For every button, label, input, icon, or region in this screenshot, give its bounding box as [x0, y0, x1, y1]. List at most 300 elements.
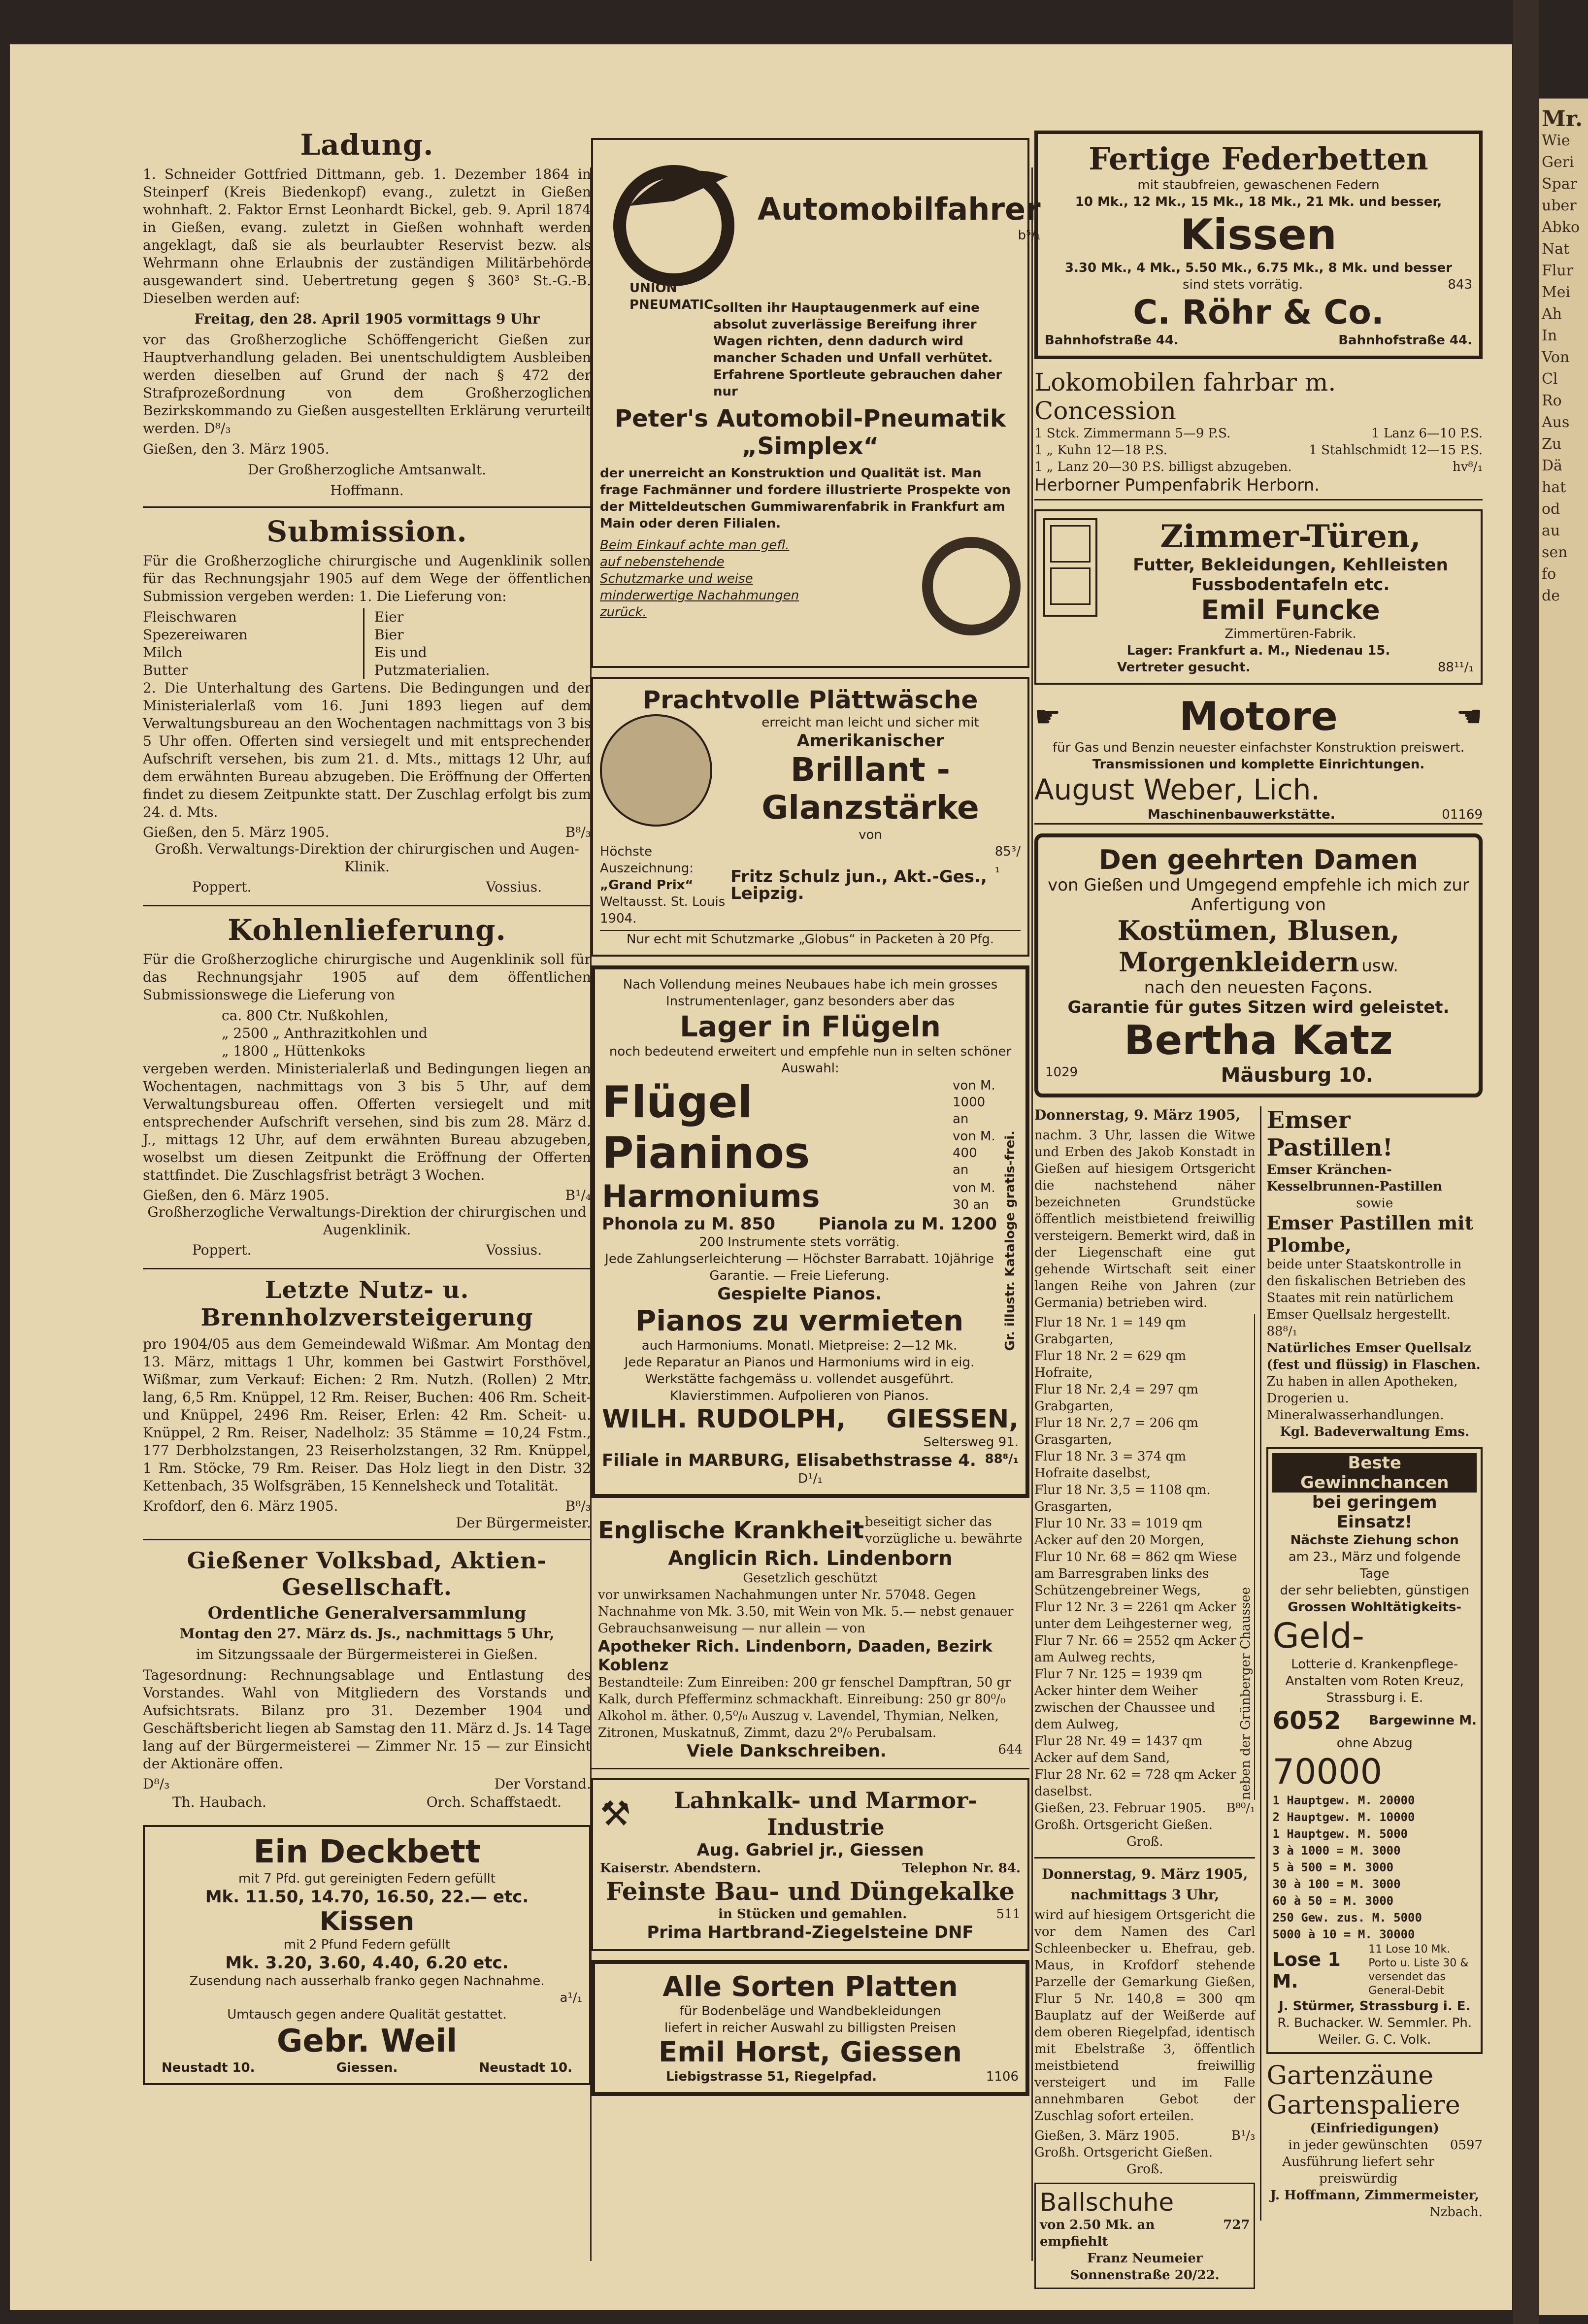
ad-code: 727: [1223, 2218, 1250, 2232]
notice-body: pro 1904/05 aus dem Gemeindewald Wißmar. Am Montag den 13. März, mittags 1 Uhr, kommen bei Gastwirt Forsthövel, Wißmar, zum Verkauf: Eichen: 2 Rm. Nutzh. (Rollen) 2 Mtr. lang, 6,5 Rm. Knüppel, 12 Rm. Reiser, Buchen: 406 Rm. Scheit- und Knüppel, 2496 Rm. Reiser, Erlen: 42 Rm. Scheit- u. Knüppel, 2 Rm. Reiser, Nadelholz: 35 Stämme = 10,24 Fstm., 177 Derbholzstangen, 23 Reiserholzstangen, 32 Rm. Knüppel, 1 Rm. Stöcke, 79 Rm. Reiser. Das Holz liegt in den Distr. 32 Kettenbach, 35 Wolfsgräben, 15 Kennelsheck und Totalität.: [143, 1336, 591, 1494]
ad-line: für Gas und Benzin neuester einfachster Konstruktion preiswert.: [1053, 740, 1464, 755]
edge-text: Mei: [1542, 284, 1571, 301]
parcel-item: Flur 18 Nr. 1 = 149 qm Grabgarten,: [1034, 1315, 1187, 1347]
signature-right: Vossius.: [486, 1242, 542, 1258]
edge-text: Wie: [1542, 132, 1570, 149]
notice-time: nachmittags 3 Uhr,: [1070, 1887, 1220, 1903]
ad-item: 1 „ Lanz 20—30 P.S. billigst abzugeben.: [1034, 460, 1292, 474]
ad-title: Automobilfahrer: [758, 191, 1041, 227]
ad-line-bold: Amerikanischer: [796, 731, 944, 751]
ad-horst: [591, 1960, 1029, 2096]
notice-code: B⁸/₃: [565, 824, 591, 840]
ad-line: am 23., März und folgende Tage: [1288, 1550, 1461, 1581]
price-pianinos: von M. 400 an: [953, 1129, 995, 1177]
notice-office: Großh. Ortsgericht Gießen.: [1034, 1818, 1213, 1832]
ad-title: Lager in Flügeln: [680, 1010, 941, 1043]
sub-column-right: [1260, 1106, 1483, 2221]
column-3: [1034, 131, 1483, 2289]
ad-ingredients: Bestandteile: Zum Einreiben: 200 gr fenschel Dampftran, 50 gr Kalk, durch Pfefferminz schmackhaft. Einreibung: 250 gr 80⁰/₀ Alkohol m. äther. 0,5⁰/₀ Auszug v. Lavendel, Thymian, Nelken, Zitronen, Muskatnuß, Zimmt, dazu 2⁰/₀ Perubalsam.: [598, 1675, 1011, 1740]
ad-code: 644: [998, 1742, 1023, 1757]
ad-roehr: [1034, 131, 1483, 359]
notice-holz: [143, 1276, 591, 1532]
ad-note: Beim Einkauf achte man gefl. auf nebenstehende Schutzmarke und weise minderwertige Nachahmungen zurück.: [600, 538, 799, 620]
ad-line: ohne Abzug: [1336, 1736, 1413, 1751]
ad-guarantee: Garantie für gutes Sitzen wird geleistet.: [1067, 997, 1450, 1017]
ad-line: Zusendung nach ausserhalb franko gegen Nachnahme.: [189, 1974, 545, 1989]
ad-product: Anglicin Rich. Lindenborn: [668, 1547, 953, 1570]
edge-text: de: [1542, 587, 1560, 604]
ad-line: Fussbodentafeln etc.: [1191, 575, 1390, 595]
prize-row: 1 Hauptgew. M. 5000: [1272, 1827, 1408, 1841]
ad-city: GIESSEN,: [886, 1404, 1019, 1434]
ad-bottom-code: D¹/₁: [798, 1471, 823, 1486]
hammer-pick-icon: ⚒: [600, 1793, 631, 1834]
ad-intro-2: noch bedeutend erweitert und empfehle nun in selten schöner Auswahl:: [609, 1044, 1012, 1076]
ad-title: Ein Deckbett: [253, 1834, 481, 1870]
ad-product-suffix: usw.: [1361, 956, 1399, 976]
ad-title-2: Gartenspaliere: [1266, 2091, 1460, 2120]
ad-line: Futter, Bekleidungen, Kehlleisten: [1133, 555, 1448, 575]
ad-emser: [1266, 1106, 1483, 1440]
ad-intro: Nach Vollendung meines Neubaues habe ich mein grosses Instrumentenlager, ganz besonders aber das: [623, 977, 998, 1009]
pointing-hand-icon: ☚: [1456, 699, 1483, 734]
notice-place: Gießen, 23. Februar 1905.: [1034, 1801, 1206, 1816]
edge-text: uber: [1542, 197, 1577, 214]
ad-line: Lotterie d. Krankenpflege-Anstalten vom Roten Kreuz, Strassburg i. E.: [1285, 1657, 1464, 1705]
ad-line: Beste Gewinnchancen: [1272, 1453, 1477, 1493]
edge-text: sen: [1542, 544, 1568, 561]
notice-place: Krofdorf, den 6. März 1905.: [143, 1498, 338, 1514]
price-fluegel: von M. 1000 an: [953, 1078, 995, 1127]
ad-line: mit 2 Pfund Federn gefüllt: [283, 1937, 451, 1952]
ad-code: a¹/₁: [560, 1991, 582, 2005]
notice-code: B⁸⁰/₁: [1226, 1801, 1256, 1816]
list-item: Putzmaterialien.: [374, 662, 490, 678]
ad-code: 88⁸/₁: [1266, 1324, 1298, 1339]
notice-body: 2. Die Unterhaltung des Gartens. Die Bedingungen und der Ministerialerlaß vom 16. Juni 1893 liegen auf dem Verwaltungsbureau an den Wochentagen nachmittags von 3 bis 5 Uhr offen. Offerten sind versiegelt und mit entsprechender Aufschrift versehen, bis zum 21. d. Mts., mittags 12 Uhr, auf dem erwähnten Bureau abzugeben. Die Eröffnung der Offerten findet zu diesem Zeitpunkte statt. Der Zuschlag erfolgt bis zum 24. d. Mts.: [143, 680, 591, 820]
notice-code: D⁸/₃: [143, 1776, 170, 1792]
edge-text: Ro: [1542, 392, 1562, 409]
ad-text: der unerreicht an Konstruktion und Qualität ist. Man frage Fachmänner und fordere illustrierte Prospekte von der Mitteldeutschen Gummiwarenfabrik in Frankfurt am Main oder deren Filialen.: [600, 466, 1011, 531]
parcel-item: Flur 18 Nr. 3,5 = 1108 qm. Grasgarten,: [1034, 1483, 1211, 1514]
ad-von: von: [859, 828, 882, 842]
notice-place: im Sitzungssaale der Bürgermeisterei in Gießen.: [196, 1646, 538, 1662]
ad-title: Gartenzäune: [1266, 2061, 1434, 2091]
list-item: Eis und: [374, 644, 427, 661]
prize-row: 5 à 500 = M. 3000: [1272, 1860, 1394, 1874]
ad-sub: in Stücken und gemahlen.: [718, 1907, 907, 1922]
ad-katz: [1034, 833, 1483, 1097]
ad-firm: Emil Horst, Giessen: [659, 2036, 962, 2068]
award-2: Weltausst. St. Louis 1904.: [600, 895, 726, 926]
repair: Jede Reparatur an Pianos und Harmoniums wird in eig. Werkstätte fachgemäss u. vollendet ausgeführt. Klavierstimmen. Aufpolieren von Pianos.: [624, 1355, 975, 1403]
ad-line: von 2.50 Mk. an empfiehlt: [1040, 2218, 1155, 2249]
signature-right: Orch. Schaffstaedt.: [426, 1794, 562, 1810]
ad-filiale: Filiale in MARBURG, Elisabethstrasse 4.: [602, 1451, 976, 1470]
ad-address: Liebigstrasse 51, Riegelpfad.: [666, 2069, 877, 2084]
ad-agent: Vertreter gesucht.: [1117, 660, 1251, 675]
ad-line: von Gießen und Umgegend empfehle ich mich zur Anfertigung von: [1048, 875, 1469, 915]
logo-text: UNION PNEUMATIC: [629, 281, 714, 312]
parcel-item: Flur 18 Nr. 2 = 629 qm Hofraite,: [1034, 1349, 1187, 1380]
notice-office: Großh. Ortsgericht Gießen.: [1034, 2145, 1213, 2160]
ad-title: Emser Pastillen!: [1266, 1106, 1393, 1162]
notice-submission: [143, 515, 591, 895]
ad-ballschuhe: [1034, 2183, 1255, 2289]
notice-code: B⁸/₃: [565, 1498, 591, 1514]
column-rule-2: [1031, 167, 1033, 2261]
notice-title: Letzte Nutz- u. Brennholzversteigerung: [200, 1276, 533, 1331]
rent-2: auch Harmoniums. Monatl. Mietpreise: 2—12 Mk.: [641, 1338, 958, 1353]
ad-firm: Apotheker Rich. Lindenborn, Daaden, Bezirk Koblenz: [598, 1637, 992, 1674]
ad-code: 01169: [1442, 807, 1483, 822]
ad-line: Nächste Ziehung schon: [1290, 1533, 1459, 1548]
ad-product: Natürliches Emser Quellsalz (fest und flüssig) in Flaschen.: [1266, 1341, 1481, 1372]
notice-body-2: vor das Großherzogliche Schöffengericht Gießen zur Hauptverhandlung geladen. Bei unentschuldigtem Ausbleiben werden dieselben auf Grund der nach § 472 der Strafprozeßordnung von dem Großherzoglichen Bezirkskommando zu Gießen ausgestellten Erklärung verurteilt werden. D⁸/₃: [143, 332, 591, 436]
ad-firm: Gebr. Weil: [276, 2023, 458, 2059]
ad-text: beide unter Staatskontrolle in den fiskalischen Betrieben des Staates mit rein natürlichem Emser Quellsalz hergestellt.: [1266, 1257, 1466, 1322]
ad-title: Zimmer-Türen,: [1160, 518, 1421, 555]
ad-item: 1 Lanz 6—10 P.S.: [1371, 426, 1483, 441]
ad-firm: Herborner Pumpenfabrik Herborn.: [1034, 475, 1320, 495]
ad-line: sind stets vorrätig.: [1183, 277, 1303, 292]
ad-line: Umtausch gegen andere Qualität gestattet.: [227, 2007, 507, 2022]
ad-prices: 10 Mk., 12 Mk., 15 Mk., 18 Mk., 21 Mk. und besser,: [1075, 195, 1442, 209]
ad-phone: Telephon Nr. 84.: [902, 1861, 1021, 1876]
notice-subtitle: Ordentliche Generalversammlung: [207, 1603, 527, 1623]
ad-address: Neustadt 10.: [479, 2060, 572, 2075]
product-pianinos: Pianinos: [602, 1128, 810, 1178]
ad-title: Prachtvolle Plättwäsche: [642, 686, 978, 714]
ad-code: 1106: [986, 2069, 1019, 2084]
ad-firm: Franz Neumeier: [1087, 2251, 1203, 2266]
ad-code: hv⁸/₁: [1452, 460, 1483, 474]
ad-item: 1 Stahlschmidt 12—15 P.S.: [1309, 443, 1483, 458]
notice-text: nachm. 3 Uhr, lassen die Witwe und Erben des Jakob Konstadt in Gießen auf hiesigem Ortsgericht die nachstehend näher bezeichneten Grundstücke öffentlich meistbietend freiwillig versteigern. Bemerkt wird, daß in der Liegenschaft eine gut gehende Wirtschaft seit einer langen Reihe von Jahren (zur Germania) betrieben wird.: [1034, 1128, 1256, 1310]
item-list: [143, 608, 591, 679]
notice-code: B¹/₄: [565, 1187, 591, 1203]
rent: Pianos zu vermieten: [635, 1304, 964, 1337]
edge-text: Geri: [1542, 154, 1574, 171]
ad-title-2: Kissen: [319, 1907, 415, 1936]
ad-title-2: Emser Pastillen mit Plombe,: [1266, 1212, 1474, 1256]
prize-row: 60 à 50 = M. 3000: [1272, 1894, 1394, 1908]
ad-address: Neustadt 10.: [162, 2060, 255, 2075]
ad-line: liefert in reicher Auswahl zu billigsten Preisen: [664, 2021, 957, 2035]
terms: Jede Zahlungserleichterung — Höchster Barrabatt. 10jährige Garantie. — Freie Lieferung.: [605, 1252, 994, 1283]
parcel-item: Flur 10 Nr. 68 = 862 qm Wiese am Barresgraben links des Schützengebreiner Wegs,: [1034, 1550, 1237, 1598]
notice-board: Der Vorstand.: [494, 1776, 591, 1792]
ad-sub: Maschinenbauwerkstätte.: [1148, 807, 1335, 822]
ad-product: Feinste Bau- und Düngekalke: [606, 1877, 1015, 1906]
edge-text: Zu: [1542, 435, 1562, 453]
parcel-item: Flur 12 Nr. 3 = 2261 qm Acker unter dem Leihgesterner weg,: [1034, 1600, 1236, 1631]
parcel-item: Flur 18 Nr. 2,7 = 206 qm Grasgarten,: [1034, 1416, 1198, 1447]
edge-text: au: [1542, 522, 1560, 539]
ad-product: Kostümen, Blusen,: [1117, 915, 1400, 946]
ad-glanzstaerke: [591, 677, 1029, 957]
ad-maker: Fritz Schulz jun., Akt.-Ges., Leipzig.: [730, 867, 987, 903]
ad-line: mit 7 Pfd. gut gereinigten Federn gefüllt: [238, 1871, 496, 1886]
ad-title: Alle Sorten Platten: [662, 1971, 958, 2003]
notice-title: Kohlenlieferung.: [228, 913, 506, 947]
edge-text: In: [1542, 327, 1557, 344]
notice-body: Tagesordnung: Rechnungsablage und Entlastung des Vorstandes. Wahl von Mitgliedern des Vorstands und Aufsichtsrats. Bilanz pro 31. Dezember 1904 und Geschäftsbericht liegen ab Samstag den 11. März d. Js. 14 Tage lang auf der Bürgermeisterei — Zimmer Nr. 15 — zur Einsicht der Aktionäre offen.: [143, 1667, 591, 1772]
signature-right: Vossius.: [486, 879, 542, 895]
signature-left: Th. Haubach.: [172, 1794, 266, 1810]
parcel-item: Flur 7 Nr. 66 = 2552 qm Acker am Aulweg rechts,: [1034, 1633, 1236, 1665]
ad-code: 511: [996, 1907, 1021, 1922]
notice-head: Donnerstag, 9. März 1905,: [1034, 1107, 1241, 1123]
notice-auction-1: [1034, 1106, 1255, 1850]
ad-funcke: [1034, 509, 1483, 685]
ad-title: Lokomobilen fahrbar m. Concession: [1034, 368, 1336, 425]
ad-sub: (Einfriedigungen): [1310, 2121, 1439, 2136]
product-fluegel: Flügel: [602, 1077, 753, 1128]
adjacent-page-edge: [1539, 99, 1588, 2315]
ad-item: 1 Stck. Zimmermann 5—9 P.S.: [1034, 426, 1231, 441]
column-1: [143, 128, 591, 2094]
ad-code: 85³/₁: [994, 844, 1021, 876]
ad-prices: Mk. 11.50, 14.70, 16.50, 22.— etc.: [205, 1887, 529, 1907]
ad-lose: Lose 1 M.: [1272, 1949, 1341, 1992]
parcel-item: Flur 18 Nr. 2,4 = 297 qm Grabgarten,: [1034, 1382, 1198, 1414]
book-spine: [1513, 0, 1539, 2324]
ad-title: Fertige Federbetten: [1089, 141, 1428, 177]
edge-text: Dä: [1542, 457, 1562, 474]
notice-body: 1. Schneider Gottfried Dittmann, geb. 1. Dezember 1864 in Steinperf (Kreis Biedenkopf) evang., zuletzt in Gießen wohnhaft. 2. Faktor Ernst Leonhardt Bickel, geb. 9. April 1874 in Gießen, evang. zuletzt in Gießen wohnhaft werden angeklagt, daß sie als beurlaubter Reservist bezw. als Wehrmann ohne Erlaubnis der zuständigen Militärbehörde ausgewandert sind. Uebertretung gegen § 360³ St.-G.-B. Dieselben werden auf:: [143, 166, 591, 306]
horseshoe-trademark-icon: [922, 537, 1021, 635]
notice-place: Gießen, den 3. März 1905.: [143, 441, 330, 457]
notice-code: B¹/₃: [1231, 2128, 1256, 2143]
notice-date: Montag den 27. März ds. Js., nachmittags 5 Uhr,: [179, 1626, 555, 1642]
notice-head: Donnerstag, 9. März 1905,: [1042, 1866, 1248, 1882]
newspaper-page: [10, 44, 1512, 2310]
used-pianos: Gespielte Pianos.: [717, 1284, 882, 1304]
notice-date: Freitag, den 28. April 1905 vormittags 9 Uhr: [194, 311, 540, 327]
ad-address: Kaiserstr. Abendstern.: [600, 1861, 761, 1876]
ad-protection: Gesetzlich geschützt: [743, 1571, 878, 1586]
ad-firm: Aug. Gabriel jr., Giessen: [696, 1840, 924, 1860]
ad-agents: R. Buchacker. W. Semmler. Ph. Weiler. G. C. Volk.: [1277, 2016, 1472, 2047]
prize-row: 250 Gew. zus. M. 5000: [1272, 1911, 1422, 1925]
edge-text: Spar: [1542, 175, 1577, 193]
ad-line: mit staubfreien, gewaschenen Federn: [1137, 178, 1380, 193]
ad-address: Nzbach.: [1429, 2205, 1483, 2220]
notice-signer: Groß.: [1126, 2162, 1163, 2177]
ad-product: Brillant - Glanzstärke: [761, 751, 979, 827]
notice-intro: Für die Großherzogliche chirurgische und Augenklinik sollen für das Rechnungsjahr 1905 auf dem Wege der öffentlichen Submission vergeben werden: 1. Die Lieferung von:: [143, 553, 591, 604]
ad-gabriel: [591, 1778, 1029, 1951]
side-catalog: Gr. illustr. Kataloge gratis-frei.: [1003, 1130, 1018, 1351]
ad-address: Sonnenstraße 20/22.: [1070, 2268, 1220, 2283]
ad-lokomobilen: [1034, 368, 1483, 500]
ad-code: 88⁸/₁: [985, 1452, 1019, 1466]
ad-code: 88¹¹/₁: [1437, 660, 1474, 675]
list-item: Fleischwaren: [143, 609, 237, 625]
ad-foot: Prima Hartbrand-Ziegelsteine DNF: [647, 1923, 974, 1942]
notice-body: vergeben werden. Ministerialerlaß und Bedingungen liegen an Wochentagen, nachmittags von 3 bis 5 Uhr, auf dem Verwaltungsbureau offen. Offerten versiegelt und mit entsprechender Aufschrift versehen, sind bis zum 28. März d. J., mittags 12 Uhr, auf dem erwähnten Bureau abzugeben, woselbst um diesen Zeitpunkt die Eröffnung der Offerten stattfindet. Die Zuschlagsfrist beträgt 3 Wochen.: [143, 1061, 591, 1183]
ad-automobil: [591, 138, 1041, 668]
edge-text: Flur: [1542, 262, 1574, 279]
divider: [143, 506, 591, 508]
ad-text: vor unwirksamen Nachahmungen unter Nr. 57048. Gegen Nachnahme von Mk. 3.50, mit Wein von Mk. 5.— nebst genauer Gebrauchsanweisung — nur allein — von: [598, 1588, 1014, 1636]
edge-text: Aus: [1542, 414, 1570, 431]
ad-product-2: Morgenkleidern: [1118, 946, 1359, 978]
ad-code: b⁵/₁: [1018, 228, 1041, 243]
ad-line: Emser Kränchen-Kesselbrunnen-Pastillen: [1266, 1162, 1442, 1194]
divider: [143, 905, 591, 906]
column-2: [591, 138, 1041, 2105]
ad-firm: Bertha Katz: [1124, 1017, 1393, 1064]
notice-title: Ladung.: [300, 128, 434, 162]
parcel-item: Flur 7 Nr. 125 = 1939 qm Acker hinter dem Weiher zwischen der Chaussee und dem Aulweg,: [1034, 1667, 1215, 1732]
ad-item: 1 „ Kuhn 12—18 P.S.: [1034, 443, 1167, 458]
door-icon: [1043, 518, 1097, 617]
divider: [143, 1268, 591, 1269]
notice-office: Großherzogliche Verwaltungs-Direktion der chirurgischen und Augenklinik.: [147, 1204, 587, 1238]
edge-text: Ah: [1542, 305, 1562, 323]
union-pneumatic-logo: [600, 147, 748, 312]
sub-column-left: [1034, 1106, 1260, 2289]
ad-weber: [1034, 694, 1483, 825]
prize-row: 2 Hauptgew. M. 10000: [1272, 1810, 1415, 1824]
notice-place: Gießen, den 5. März 1905.: [143, 824, 330, 840]
ad-title-2: Kissen: [1180, 210, 1337, 260]
ad-street: Seltersweg 91.: [923, 1435, 1019, 1450]
notice-text: wird auf hiesigem Ortsgericht die vor dem Namen des Carl Schleenbecker u. Ehefrau, geb. Maus, in Krofdorf stehende Parzelle der Gemarkung Gießen, Flur 5 Nr. 140,8 = 300 qm Bauplatz auf der Weißerde auf dem oberen Riegelpfad, identisch mit Ebelstraße 3, öffentlich meistbietend freiwillig versteigert und im Falle annehmbaren Gebot der Zuschlag sofort erteilen.: [1034, 1908, 1256, 2124]
notice-office: Der Großherzogliche Amtsanwalt.: [247, 462, 487, 478]
divider: [1034, 1857, 1255, 1859]
edge-text: Nat: [1542, 240, 1570, 258]
product-harmoniums: Harmoniums: [602, 1178, 820, 1214]
ad-product-2: „Simplex“: [741, 432, 879, 460]
ad-line: Grossen Wohltätigkeits-: [1288, 1600, 1462, 1615]
award: „Grand Prix“: [600, 878, 694, 893]
ad-title: Ballschuhe: [1040, 2188, 1174, 2217]
notice-ladung: [143, 128, 591, 499]
edge-text: Cl: [1542, 370, 1558, 388]
price-harmoniums: von M. 30 an: [953, 1180, 995, 1212]
ad-code: 0597: [1450, 2138, 1483, 2153]
globus-medal-icon: [600, 714, 712, 827]
prize-row: 5000 à 10 = M. 30000: [1272, 1927, 1415, 1941]
signature-left: Poppert.: [192, 1242, 252, 1258]
notice-kohlen: [143, 913, 591, 1258]
ad-line-2: sowie: [1356, 1196, 1393, 1211]
list-item: Spezereiwaren: [143, 627, 248, 643]
ad-address: Bahnhofstraße 44.: [1338, 333, 1472, 348]
parcel-item: Flur 28 Nr. 62 = 728 qm Acker daselbst.: [1034, 1767, 1236, 1799]
prize-row: 1 Hauptgew. M. 20000: [1272, 1793, 1415, 1807]
notice-volksbad: [143, 1547, 591, 1810]
edge-text: fo: [1542, 565, 1556, 583]
edge-text: hat: [1542, 479, 1566, 496]
notice-place: Gießen, 3. März 1905.: [1034, 2128, 1180, 2143]
ad-firm: J. Stürmer, Strassburg i. E.: [1279, 1999, 1471, 2014]
ad-big-number: 70000: [1272, 1752, 1383, 1792]
ad-lose-2: 11 Lose 10 Mk. Porto u. Liste 30 & versendet das General-Debit: [1368, 1943, 1469, 1997]
ad-firm: Kgl. Badeverwaltung Ems.: [1280, 1425, 1470, 1439]
notice-office: Großh. Verwaltungs-Direktion der chirurgischen und Augen-Klinik.: [155, 841, 579, 875]
phonola: Phonola zu M. 850: [602, 1214, 775, 1234]
ad-firm: J. Hoffmann, Zimmermeister,: [1270, 2188, 1479, 2203]
ad-prices: 3.30 Mk., 4 Mk., 5.50 Mk., 6.75 Mk., 8 Mk. und besser: [1064, 261, 1453, 275]
ad-line: der sehr beliebten, günstigen: [1280, 1583, 1469, 1598]
ad-address: Mäusburg 10.: [1221, 1064, 1373, 1087]
notice-intro: Für die Großherzogliche chirurgische und Augenklinik soll für das Rechnungsjahr 1905 auf dem öffentlichen Submissionswege die Lieferung von: [143, 951, 591, 1003]
prize-row: 30 à 100 = M. 3000: [1272, 1877, 1401, 1891]
ad-code: 843: [1448, 277, 1472, 292]
ad-city: Giessen.: [336, 2060, 398, 2075]
ad-line: nach den neuesten Façons.: [1144, 978, 1373, 997]
ad-line: bei geringem Einsatz!: [1312, 1493, 1437, 1532]
list-item: ca. 800 Ctr. Nußkohlen,: [222, 1007, 389, 1024]
ad-firm: WILH. RUDOLPH,: [602, 1404, 846, 1434]
ad-prices: Mk. 3.20, 3.60, 4.40, 6.20 etc.: [225, 1953, 509, 1973]
side-note: neben der Grünberger Chaussee: [1237, 1314, 1255, 1800]
ad-code: 1029: [1045, 1065, 1078, 1080]
ad-title: Englische Krankheit: [598, 1517, 864, 1544]
ad-anglicin: [591, 1507, 1029, 1769]
ad-text: in jeder gewünschten Ausführung liefert sehr preiswürdig: [1282, 2138, 1435, 2186]
ad-count: 6052: [1272, 1706, 1341, 1735]
parcel-item: Flur 28 Nr. 49 = 1437 qm Acker auf dem Sand,: [1034, 1734, 1203, 1765]
ad-firm: C. Röhr & Co.: [1133, 293, 1384, 332]
ad-line: für Bodenbeläge und Wandbekleidungen: [679, 2004, 941, 2019]
ad-availability: Zu haben in allen Apotheken, Drogerien u. Mineralwasserhandlungen.: [1266, 1374, 1458, 1423]
ad-rudolph: [591, 965, 1029, 1498]
divider: [143, 1539, 591, 1540]
ad-line: Transmissionen und komplette Einrichtungen.: [1092, 757, 1425, 772]
edge-text: Mr.: [1542, 106, 1583, 132]
parcel-item: Flur 10 Nr. 33 = 1019 qm Acker auf den 20 Morgen,: [1034, 1516, 1205, 1548]
ad-firm: August Weber, Lich.: [1034, 773, 1320, 806]
ad-title: Den geehrten Damen: [1099, 844, 1418, 875]
notice-signer: Hoffmann.: [330, 482, 404, 498]
ad-firm: Emil Funcke: [1201, 595, 1380, 626]
winged-tyre-icon: [600, 147, 748, 295]
award-label: Höchste Auszeichnung:: [600, 844, 694, 876]
list-item: Butter: [143, 662, 188, 678]
notice-auction-2: [1034, 1865, 1255, 2178]
pointing-hand-icon: ☛: [1034, 699, 1061, 734]
edge-text: od: [1542, 500, 1560, 518]
ad-title: Motore: [1179, 694, 1338, 739]
signature-left: Poppert.: [192, 879, 252, 895]
ad-foot: Viele Dankschreiben.: [687, 1741, 887, 1761]
ad-line: erreicht man leicht und sicher mit: [761, 715, 979, 730]
stock: 200 Instrumente stets vorrätig.: [699, 1235, 900, 1250]
ad-title: Lahnkalk- und Marmor-Industrie: [674, 1787, 978, 1840]
notice-place: Gießen, den 6. März 1905.: [143, 1187, 330, 1203]
ad-lager: Lager: Frankfurt a. M., Niedenau 15.: [1126, 643, 1390, 658]
ad-deckbett: [143, 1825, 591, 2085]
ad-address: Bahnhofstraße 44.: [1045, 333, 1179, 348]
ad-line: Bargewinne M.: [1369, 1713, 1477, 1728]
prize-row: 3 à 1000 = M. 3000: [1272, 1844, 1401, 1858]
parcel-item: Flur 18 Nr. 3 = 374 qm Hofraite daselbst,: [1034, 1449, 1187, 1481]
list-item: „ 1800 „ Hüttenkoks: [222, 1043, 365, 1059]
list-item: Milch: [143, 644, 183, 661]
edge-text: Abko: [1542, 219, 1580, 236]
ad-lotterie: [1266, 1447, 1483, 2054]
ad-title: Geld-: [1272, 1616, 1364, 1656]
ad-product: Peter's Automobil-Pneumatik: [614, 405, 1006, 432]
ad-foot: Nur echt mit Schutzmarke „Globus“ in Packeten à 20 Pfg.: [600, 930, 1021, 948]
list-item: Bier: [374, 627, 404, 643]
list-item: „ 2500 „ Anthrazitkohlen und: [222, 1025, 428, 1041]
